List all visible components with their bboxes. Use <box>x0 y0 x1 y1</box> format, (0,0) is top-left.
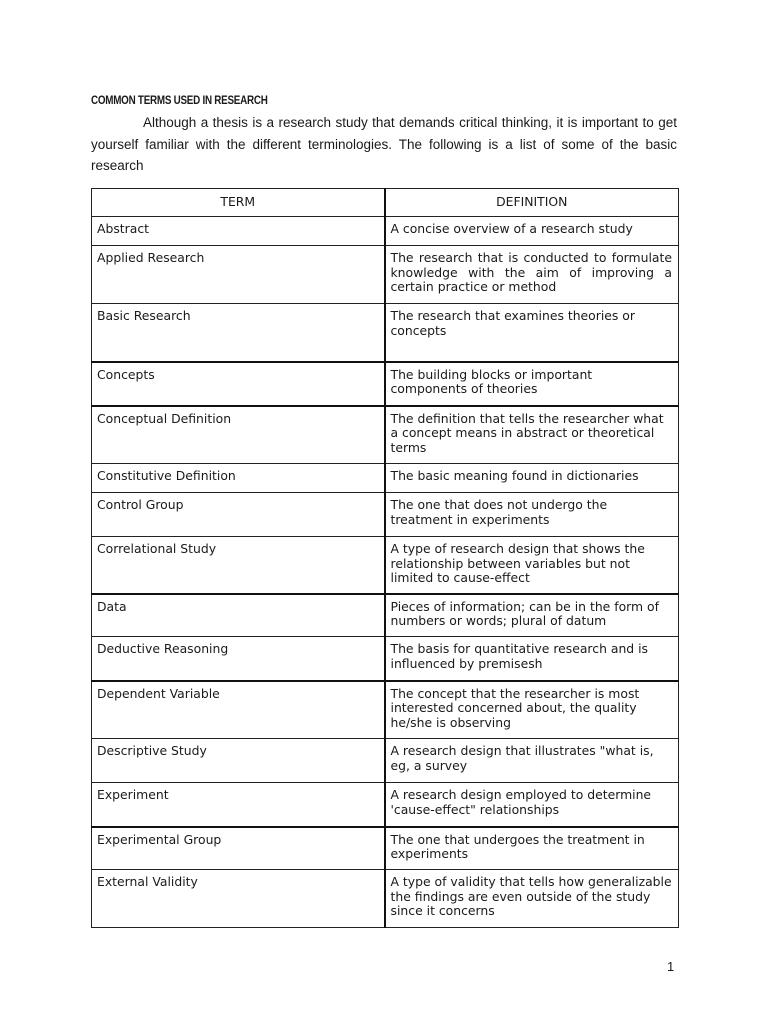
term-cell: External Validity <box>92 870 385 928</box>
term-cell: Basic Research <box>92 304 385 362</box>
term-cell: Control Group <box>92 493 385 537</box>
table-row <box>92 681 679 739</box>
definition-cell: A research design employed to determine 'cause-effect" relationships <box>385 783 679 827</box>
definition-cell: A type of research design that shows the relationship between variables but not limited to cause-effect <box>385 537 679 594</box>
term-cell: Concepts <box>92 362 385 406</box>
table-row <box>92 739 679 783</box>
intro-paragraph: Although a thesis is a research study that demands critical thinking, it is important to get yourself familiar with the different terminologies. The following is a list of some of the basic research <box>91 115 677 173</box>
definition-cell: A research design that illustrates "what is, eg, a survey <box>385 739 679 783</box>
terms-table <box>91 188 679 928</box>
definition-cell: The one that undergoes the treatment in experiments <box>385 827 679 870</box>
term-cell: Experimental Group <box>92 827 385 870</box>
table-row <box>92 537 679 594</box>
definition-cell: A type of validity that tells how generalizable the findings are even outside of the study since it concerns <box>385 870 679 928</box>
term-cell: Descriptive Study <box>92 739 385 783</box>
term-cell: Constitutive Definition <box>92 464 385 493</box>
document-heading: COMMON TERMS USED IN RESEARCH <box>91 93 268 107</box>
table-row <box>92 493 679 537</box>
term-cell: Applied Research <box>92 246 385 304</box>
term-column-header: TERM <box>92 189 385 217</box>
definition-cell: The building blocks or important components of theories <box>385 362 679 406</box>
page-number: 1 <box>667 959 675 974</box>
table-row <box>92 783 679 827</box>
definition-cell: The research that is conducted to formulate knowledge with the aim of improving a certain practice or method <box>385 246 679 304</box>
table-row <box>92 304 679 362</box>
definition-cell: The definition that tells the researcher what a concept means in abstract or theoretical terms <box>385 406 679 464</box>
table-header-row <box>92 189 679 217</box>
term-cell: Data <box>92 594 385 637</box>
table-row <box>92 362 679 406</box>
table-row <box>92 637 679 681</box>
table-row <box>92 406 679 464</box>
definition-cell: The basis for quantitative research and is influenced by premisesh <box>385 637 679 681</box>
term-cell: Correlational Study <box>92 537 385 594</box>
term-cell: Conceptual Definition <box>92 406 385 464</box>
table-row <box>92 464 679 493</box>
table-row <box>92 594 679 637</box>
term-cell: Deductive Reasoning <box>92 637 385 681</box>
term-cell: Dependent Variable <box>92 681 385 739</box>
table-row <box>92 827 679 870</box>
definition-cell: A concise overview of a research study <box>385 217 679 246</box>
table-row <box>92 870 679 928</box>
definition-column-header: DEFINITION <box>385 189 679 217</box>
term-cell: Experiment <box>92 783 385 827</box>
definition-cell: Pieces of information; can be in the form of numbers or words; plural of datum <box>385 594 679 637</box>
definition-cell: The research that examines theories or concepts <box>385 304 679 362</box>
table-row <box>92 217 679 246</box>
definition-cell: The concept that the researcher is most interested concerned about, the quality he/she is observing <box>385 681 679 739</box>
definition-cell: The one that does not undergo the treatment in experiments <box>385 493 679 537</box>
table-row <box>92 246 679 304</box>
definition-cell: The basic meaning found in dictionaries <box>385 464 679 493</box>
term-cell: Abstract <box>92 217 385 246</box>
